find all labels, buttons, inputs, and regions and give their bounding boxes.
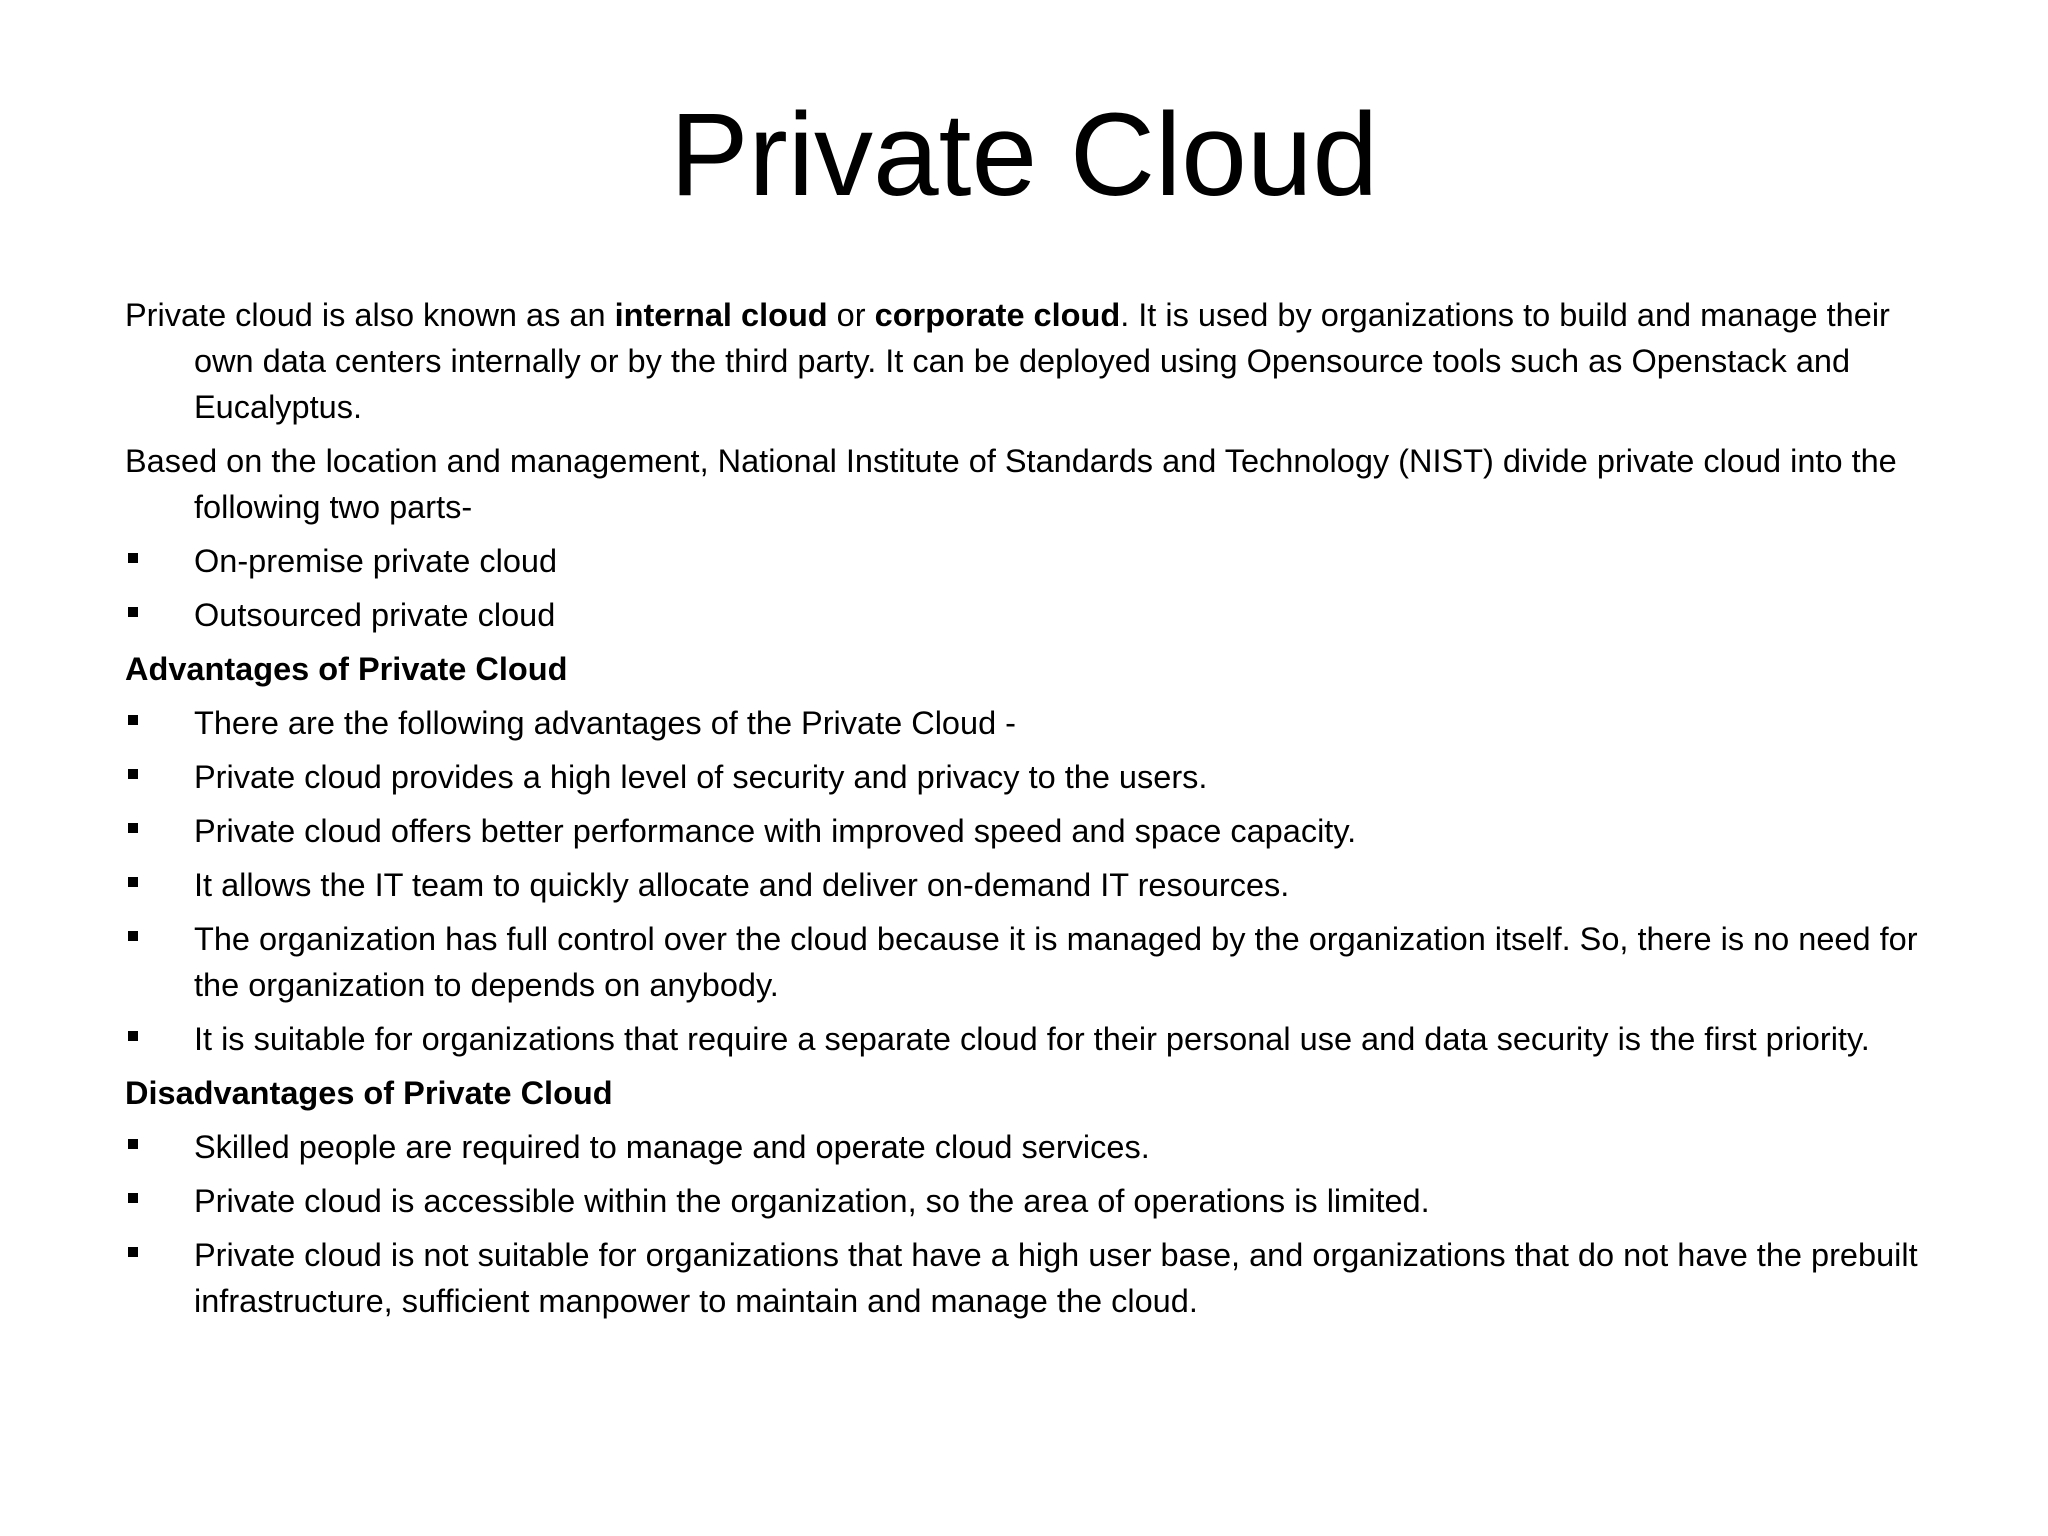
list-item-text: Private cloud provides a high level of security and privacy to the users. — [194, 759, 1208, 795]
nist-paragraph: Based on the location and management, National Institute of Standards and Technology (NIST) divide private cloud into the following two parts- — [125, 443, 1897, 525]
square-bullet-icon — [128, 1193, 138, 1203]
square-bullet-icon — [128, 877, 138, 887]
square-bullet-icon — [128, 1139, 138, 1149]
square-bullet-icon — [128, 823, 138, 833]
advantages-heading: Advantages of Private Cloud — [125, 651, 568, 687]
list-item — [125, 862, 1955, 908]
square-bullet-icon — [128, 1247, 138, 1257]
intro-paragraph — [125, 292, 1955, 430]
list-item-text: Outsourced private cloud — [194, 597, 556, 633]
intro-bold-internal-cloud: internal cloud — [614, 297, 828, 333]
square-bullet-icon — [128, 553, 138, 563]
list-item — [125, 700, 1955, 746]
square-bullet-icon — [128, 769, 138, 779]
list-item — [125, 592, 1955, 638]
slide-title: Private Cloud — [669, 89, 1379, 221]
list-item-text: Skilled people are required to manage and operate cloud services. — [194, 1129, 1150, 1165]
intro-bold-corporate-cloud: corporate cloud — [874, 297, 1121, 333]
list-item-text: It is suitable for organizations that require a separate cloud for their personal use and data security is the first priority. — [194, 1021, 1870, 1057]
list-item — [125, 1124, 1955, 1170]
intro-text-3: . It is used by organizations to build and manage their own data centers internally or by the third party. It can be deployed using Opensource tools such as Openstack and Eucalyptus. — [194, 297, 1890, 425]
slide-body — [125, 292, 1955, 1332]
list-item — [125, 1016, 1955, 1062]
list-item — [125, 916, 1955, 1008]
square-bullet-icon — [128, 1031, 138, 1041]
advantages-list — [125, 700, 1955, 1062]
list-item-text: There are the following advantages of the Private Cloud - — [194, 705, 1017, 741]
disadvantages-list — [125, 1124, 1955, 1324]
list-item-text: On-premise private cloud — [194, 543, 558, 579]
square-bullet-icon — [128, 931, 138, 941]
list-item-text: The organization has full control over the cloud because it is managed by the organization itself. So, there is no need for the organization to depends on anybody. — [194, 921, 1918, 1003]
square-bullet-icon — [128, 715, 138, 725]
list-item — [125, 1178, 1955, 1224]
list-item-text: Private cloud is accessible within the organization, so the area of operations is limited. — [194, 1183, 1430, 1219]
list-item — [125, 538, 1955, 584]
disadvantages-heading: Disadvantages of Private Cloud — [125, 1075, 613, 1111]
intro-text-2: or — [827, 297, 875, 333]
list-item — [125, 754, 1955, 800]
square-bullet-icon — [128, 607, 138, 617]
intro-text-1: Private cloud is also known as an — [125, 297, 615, 333]
list-item — [125, 808, 1955, 854]
parts-list — [125, 538, 1955, 638]
list-item-text: It allows the IT team to quickly allocate and deliver on-demand IT resources. — [194, 867, 1290, 903]
list-item-text: Private cloud is not suitable for organizations that have a high user base, and organizations that do not have the prebuilt infrastructure, sufficient manpower to maintain and manage the cloud. — [194, 1237, 1918, 1319]
list-item — [125, 1232, 1955, 1324]
list-item-text: Private cloud offers better performance with improved speed and space capacity. — [194, 813, 1357, 849]
